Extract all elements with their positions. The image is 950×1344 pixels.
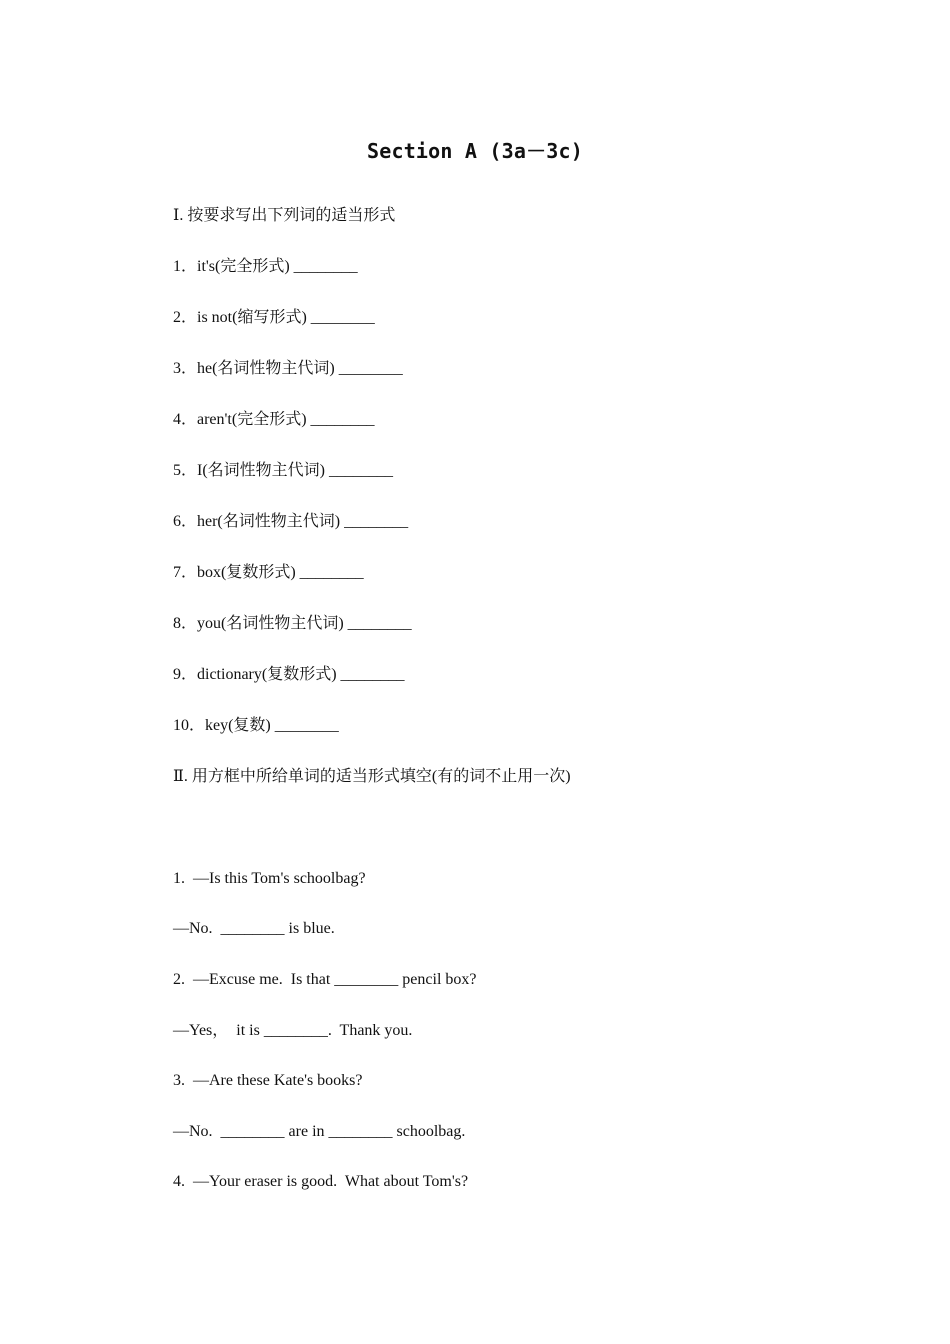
exercise-item-8: 8．you(名词性物主代词) ________ <box>173 615 412 632</box>
dialogue-line-5: 3. —Are these Kate's books? <box>173 1072 363 1089</box>
exercise-item-9: 9．dictionary(复数形式) ________ <box>173 666 405 683</box>
dialogue-line-3: 2. —Excuse me. Is that ________ pencil box? <box>173 971 477 988</box>
exercise-item-1: 1．it's(完全形式) ________ <box>173 258 358 275</box>
section-1-heading: Ⅰ. 按要求写出下列词的适当形式 <box>173 207 396 224</box>
exercise-item-7: 7．box(复数形式) ________ <box>173 564 364 581</box>
section-2-heading: Ⅱ. 用方框中所给单词的适当形式填空(有的词不止用一次) <box>173 768 571 785</box>
exercise-item-5: 5．I(名词性物主代词) ________ <box>173 462 393 479</box>
exercise-item-4: 4．aren't(完全形式) ________ <box>173 411 375 428</box>
exercise-item-2: 2．is not(缩写形式) ________ <box>173 309 375 326</box>
dialogue-line-1: 1. —Is this Tom's schoolbag? <box>173 870 366 887</box>
exercise-item-10: 10．key(复数) ________ <box>173 717 339 734</box>
dialogue-line-7: 4. —Your eraser is good. What about Tom's? <box>173 1173 469 1190</box>
dialogue-line-4: —Yes， it is ________. Thank you. <box>173 1022 413 1039</box>
dialogue-line-2: —No. ________ is blue. <box>173 920 335 937</box>
exercise-item-6: 6．her(名词性物主代词) ________ <box>173 513 409 530</box>
exercise-item-3: 3．he(名词性物主代词) ________ <box>173 360 403 377</box>
dialogue-line-6: —No. ________ are in ________ schoolbag. <box>173 1123 466 1140</box>
page-title: Section A (3a－3c) <box>366 139 584 163</box>
